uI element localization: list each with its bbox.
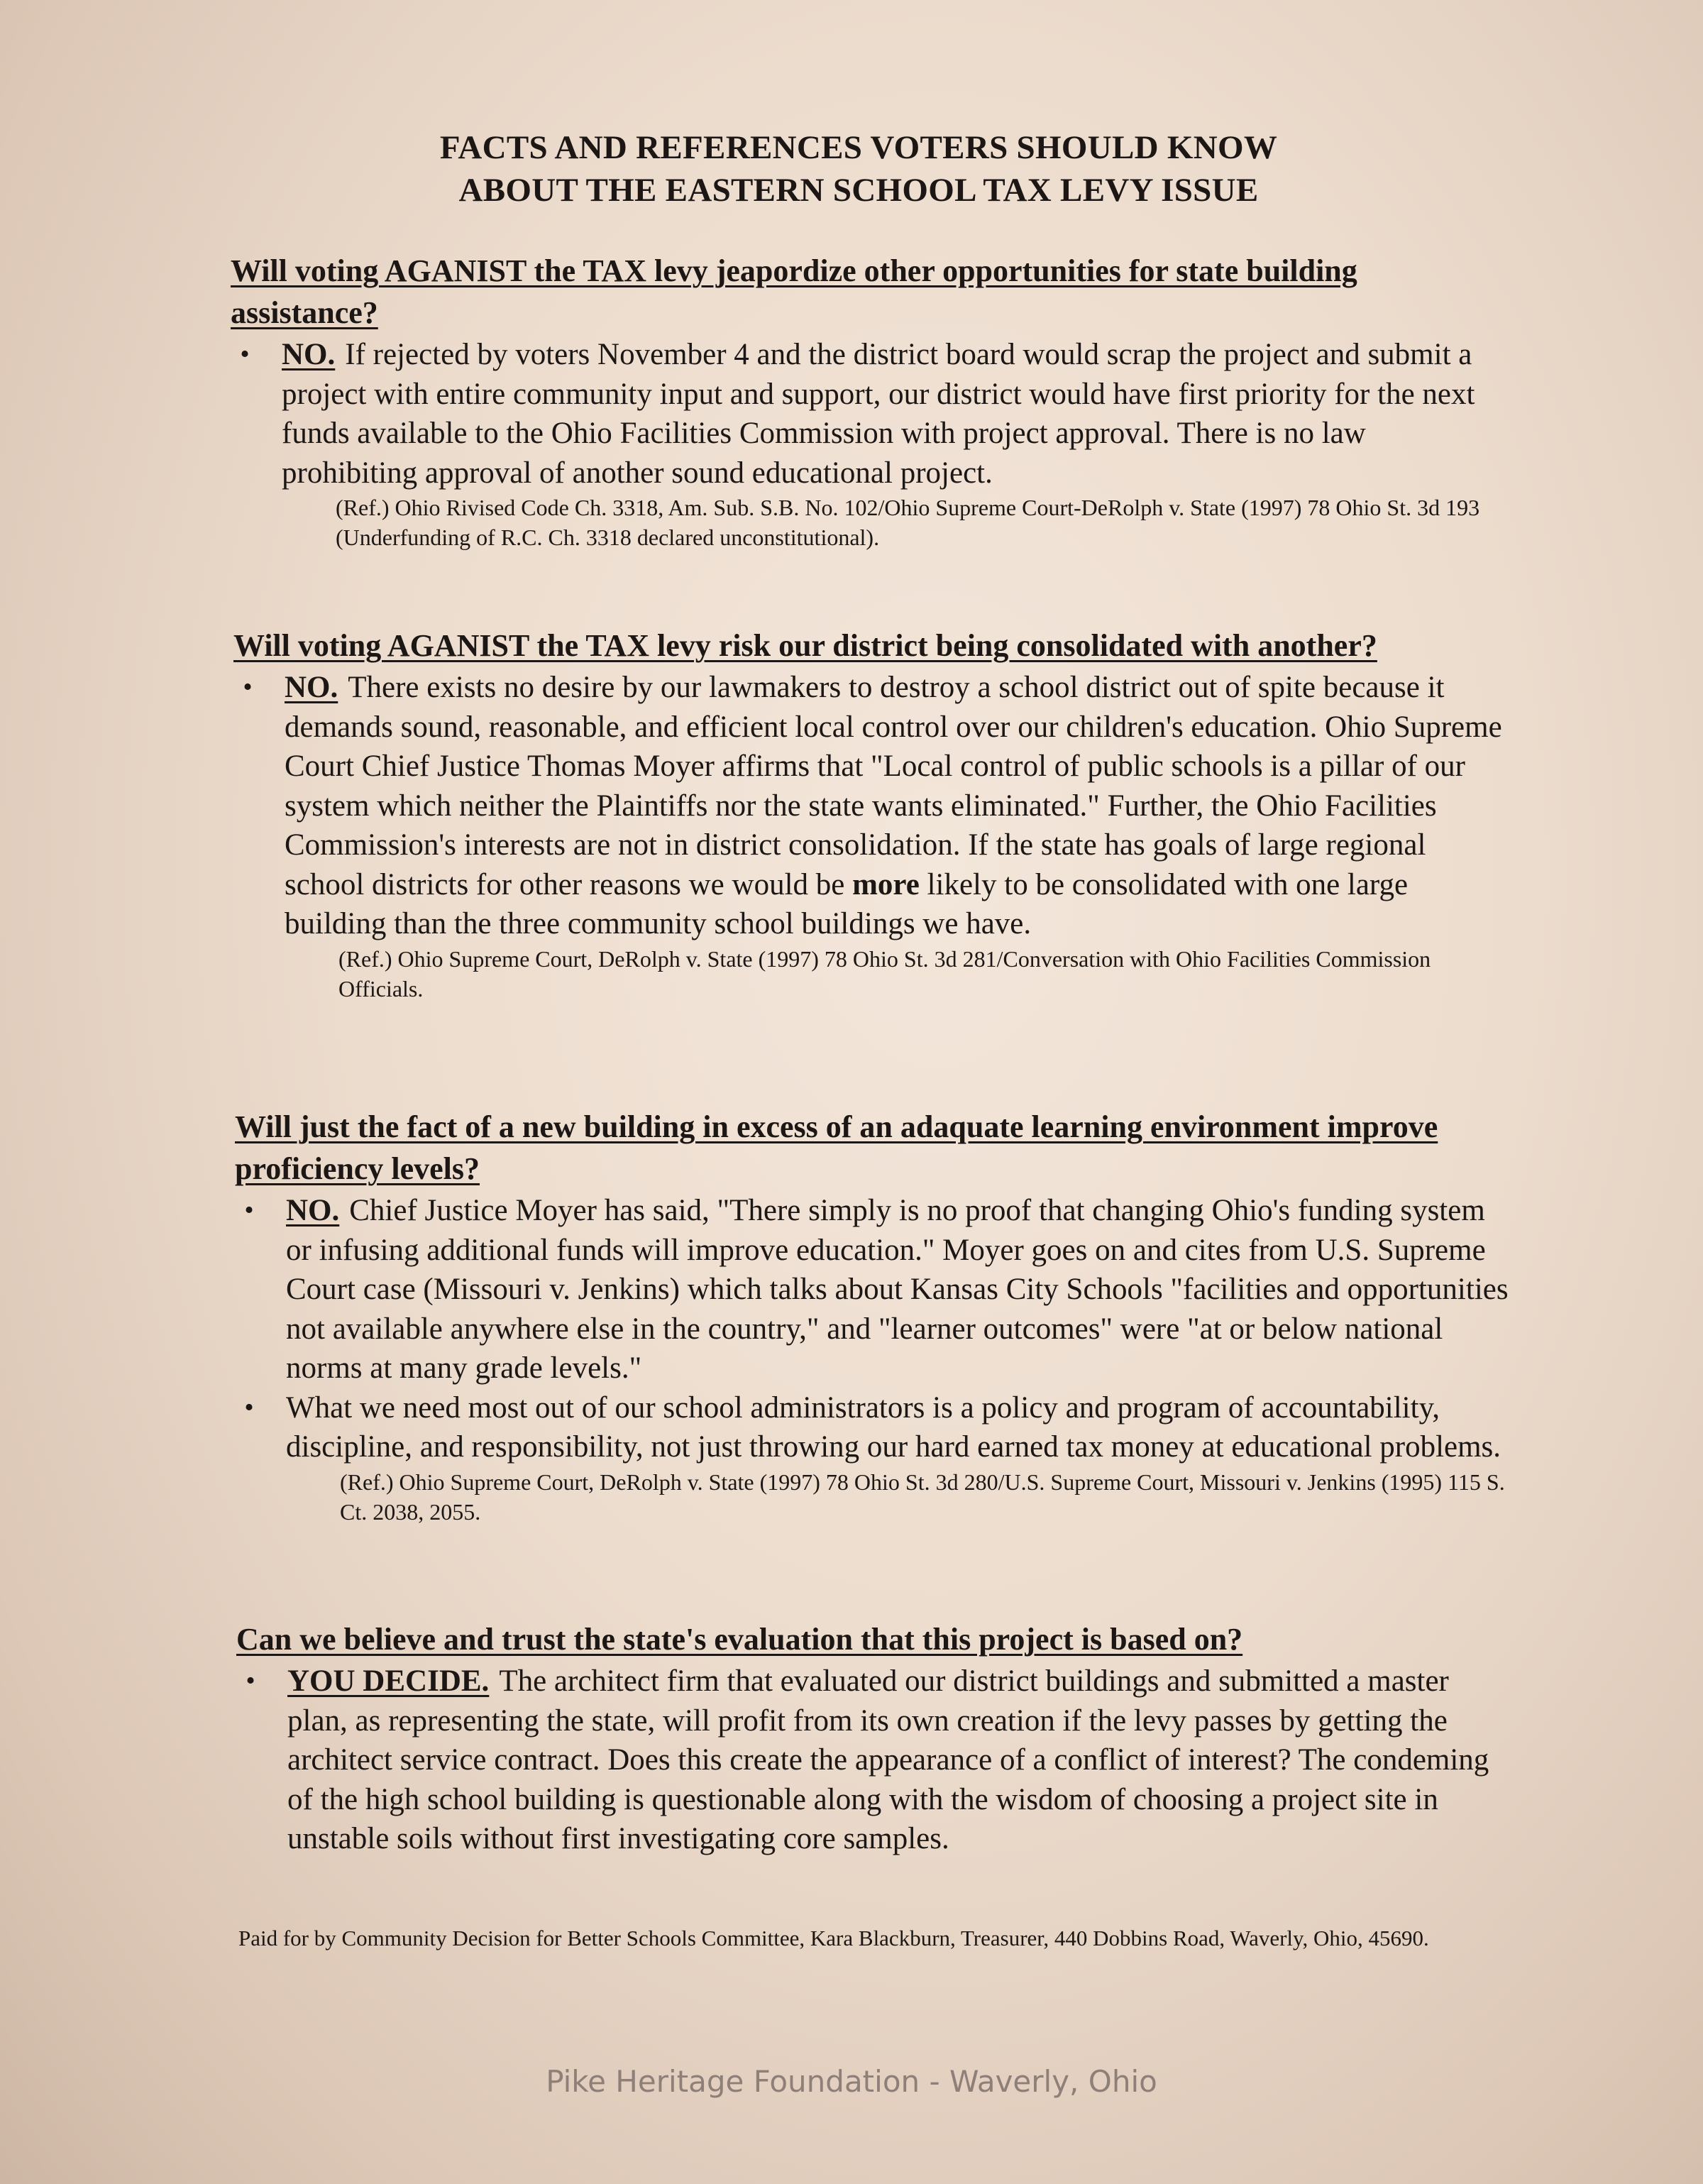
document-title [0,126,1703,212]
answer-lead: NO. [286,1194,340,1227]
answer-lead: NO. [282,338,336,371]
section-consolidation [233,625,1511,1004]
answer-text-continued: likely to be consolidated with one large building than the three community school buildings we have. [285,867,1409,940]
bullet-dot: • [243,672,253,702]
reference-note: (Ref.) Ohio Rivised Code Ch. 3318, Am. Sub. S.B. No. 102/Ohio Supreme Court-DeRolph v. State (1997) 78 Ohio St. 3d 193 (Underfunding of R.C. Ch. 3318 declared unconstitutional). [336,495,1480,550]
bullet-item [236,1662,1514,1859]
section-question: Will voting AGANIST the TAX levy risk our district being consolidated with another? [233,628,1377,663]
bullet-item [235,1388,1512,1467]
title-line-1: FACTS AND REFERENCES VOTERS SHOULD KNOW [439,129,1278,166]
reference-note: (Ref.) Ohio Supreme Court, DeRolph v. State (1997) 78 Ohio St. 3d 280/U.S. Supreme Court, Missouri v. Jenkins (1995) 115 S. Ct. 2038, 2055. [340,1469,1505,1525]
bullet-dot: • [244,1195,254,1225]
section-proficiency [235,1106,1512,1527]
answer-text: If rejected by voters November 4 and the district board would scrap the project and submit a project with entire community input and support, our district would have first priority for the next funds available to the Ohio Facilities Commission with project approval. There is no law prohibiting approval of another sound educational project. [282,338,1475,490]
answer-text: There exists no desire by our lawmakers to destroy a school district out of spite because it demands sound, reasonable, and efficient local control over our children's education. Ohio Supreme Court Chief Justice Thomas Moyer affirms that "Local control of public schools is a pillar of our system which neither the Plaintiffs nor the state wants eliminated." Further, the Ohio Facilities Commission's interests are not in district consolidation. If the state has goals of large regional school districts for other reasons we would be [285,671,1502,901]
answer-emphasis: more [852,867,920,901]
bullet-item [235,1191,1512,1388]
section-question: Will voting AGANIST the TAX levy jeapordize other opportunities for state building assistance? [231,253,1357,330]
answer-text: Chief Justice Moyer has said, "There simply is no proof that changing Ohio's funding system or infusing additional funds will improve education." Moyer goes on and cites from U.S. Supreme Court case (Missouri v. Jenkins) which talks about Kansas City Schools "facilities and opportunities not available anywhere else in the country," and "learner outcomes" were "at or below national norms at many grade levels." [286,1194,1509,1385]
answer-lead: YOU DECIDE. [287,1664,490,1698]
reference-note: (Ref.) Ohio Supreme Court, DeRolph v. State (1997) 78 Ohio St. 3d 281/Conversation with Ohio Facilities Commission Officials. [338,945,1431,1002]
section-question: Will just the fact of a new building in excess of an adaquate learning environment improve proficiency levels? [235,1109,1438,1186]
answer-lead: NO. [285,671,338,704]
watermark: Pike Heritage Foundation - Waverly, Ohio [546,2064,1157,2099]
answer-text: What we need most out of our school administrators is a policy and program of accountability, discipline, and responsibility, not just throwing our hard earned tax money at educational problems. [286,1390,1501,1464]
title-line-2: ABOUT THE EASTERN SCHOOL TAX LEVY ISSUE [458,172,1259,209]
section-state-assistance [231,250,1508,552]
bullet-dot: • [240,339,250,369]
bullet-dot: • [246,1666,255,1696]
section-question: Can we believe and trust the state's evaluation that this project is based on? [236,1622,1243,1657]
bullet-item [233,668,1511,944]
bullet-item [231,335,1508,493]
section-state-evaluation [236,1618,1514,1859]
answer-text: The architect firm that evaluated our district buildings and submitted a master plan, as representing the state, will profit from its own creation if the levy passes by getting the architect service contract. Does this create the appearance of a conflict of interest? The condeming of the high school building is questionable along with the wisdom of choosing a project site in unstable soils without first investigating core samples. [287,1664,1489,1855]
paid-for-disclaimer: Paid for by Community Decision for Better Schools Committee, Kara Blackburn, Treasurer, 440 Dobbins Road, Waverly, Ohio, 45690. [238,1926,1429,1950]
bullet-dot: • [244,1392,254,1422]
